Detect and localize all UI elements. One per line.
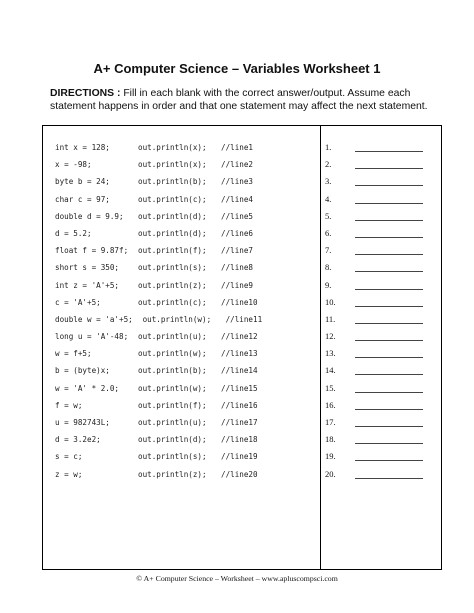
page-footer: © A+ Computer Science – Worksheet – www.apluscompsci.com bbox=[136, 574, 338, 583]
answer-blank[interactable] bbox=[355, 203, 423, 204]
answer-blank[interactable] bbox=[355, 168, 423, 169]
print-statement: out.println(f); bbox=[138, 400, 207, 410]
worksheet-row bbox=[42, 294, 442, 311]
print-statement: out.println(b); bbox=[138, 366, 207, 376]
worksheet-row bbox=[42, 414, 442, 431]
worksheet-row bbox=[42, 448, 442, 465]
answer-number: 6. bbox=[325, 227, 332, 238]
code-statement: char c = 97; bbox=[55, 194, 110, 204]
answer-blank[interactable] bbox=[355, 271, 423, 272]
answer-blank[interactable] bbox=[355, 374, 423, 375]
code-statement: float f = 9.87f; bbox=[55, 246, 129, 256]
print-statement: out.println(s); bbox=[138, 452, 207, 462]
line-comment: //line17 bbox=[221, 418, 258, 427]
line-comment: //line12 bbox=[221, 332, 258, 342]
line-comment: //line4 bbox=[221, 194, 254, 204]
code-statement: d = 5.2; bbox=[55, 228, 92, 238]
print-statement: out.println(x); bbox=[138, 143, 207, 152]
answer-blank[interactable] bbox=[355, 443, 423, 444]
worksheet-row bbox=[42, 173, 442, 190]
line-comment: //line16 bbox=[221, 400, 258, 410]
line-comment: //line20 bbox=[221, 469, 258, 479]
answer-number: 15. bbox=[325, 382, 336, 393]
answer-number: 11. bbox=[325, 313, 336, 324]
print-statement: out.println(d); bbox=[138, 228, 207, 238]
worksheet-row bbox=[42, 328, 442, 345]
worksheet-row bbox=[42, 156, 442, 173]
line-comment: //line9 bbox=[221, 280, 254, 290]
code-statement: f = w; bbox=[55, 400, 83, 410]
print-statement: out.println(f); bbox=[138, 246, 207, 256]
directions-text: Fill in each blank with the correct answer/output. Assume each statement happens in order and that one statement may affect the next statement. bbox=[50, 88, 428, 112]
worksheet-row bbox=[42, 225, 442, 242]
worksheet-row bbox=[42, 311, 442, 328]
answer-number: 10. bbox=[325, 296, 336, 307]
code-statement: c = 'A'+5; bbox=[55, 297, 101, 307]
line-comment: //line11 bbox=[221, 314, 263, 324]
line-comment: //line7 bbox=[221, 246, 254, 256]
answer-blank[interactable] bbox=[355, 254, 423, 255]
worksheet-rows bbox=[42, 139, 442, 483]
worksheet-title: A+ Computer Science – Variables Worksheet 1 bbox=[93, 61, 381, 76]
answer-number: 1. bbox=[325, 142, 332, 152]
line-comment: //line19 bbox=[221, 452, 258, 462]
answer-blank[interactable] bbox=[355, 340, 423, 341]
code-statement: z = w; bbox=[55, 469, 83, 479]
worksheet-row bbox=[42, 191, 442, 208]
print-statement: out.println(d); bbox=[138, 211, 207, 221]
print-statement: out.println(z); bbox=[138, 469, 207, 479]
answer-blank[interactable] bbox=[355, 478, 423, 479]
line-comment: //line10 bbox=[221, 297, 258, 307]
worksheet-row bbox=[42, 242, 442, 259]
answer-number: 16. bbox=[325, 399, 336, 410]
answer-number: 3. bbox=[325, 176, 332, 187]
answer-blank[interactable] bbox=[355, 220, 423, 221]
answer-blank[interactable] bbox=[355, 237, 423, 238]
answer-blank[interactable] bbox=[355, 426, 423, 427]
line-comment: //line15 bbox=[221, 383, 258, 393]
print-statement: out.println(u); bbox=[138, 332, 207, 342]
answer-number: 18. bbox=[325, 434, 336, 445]
worksheet-row bbox=[42, 362, 442, 379]
line-comment: //line6 bbox=[221, 228, 254, 238]
answer-number: 12. bbox=[325, 331, 336, 342]
worksheet-row bbox=[42, 380, 442, 397]
line-comment: //line5 bbox=[221, 211, 254, 221]
print-statement: out.println(w); bbox=[138, 383, 207, 393]
line-comment: //line8 bbox=[221, 263, 254, 273]
code-statement: w = 'A' * 2.0; bbox=[55, 383, 120, 393]
answer-number: 2. bbox=[325, 159, 332, 170]
answer-blank[interactable] bbox=[355, 392, 423, 393]
answer-blank[interactable] bbox=[355, 323, 423, 324]
worksheet-row bbox=[42, 345, 442, 362]
print-statement: out.println(w); bbox=[138, 314, 212, 324]
line-comment: //line13 bbox=[221, 349, 258, 359]
print-statement: out.println(w); bbox=[138, 349, 207, 359]
code-statement: double w = 'a'+5; bbox=[55, 314, 133, 324]
code-statement: double d = 9.9; bbox=[55, 211, 124, 221]
worksheet-row bbox=[42, 208, 442, 225]
print-statement: out.println(c); bbox=[138, 194, 207, 204]
code-statement: int z = 'A'+5; bbox=[55, 280, 120, 290]
code-statement: byte b = 24; bbox=[55, 177, 110, 187]
line-comment: //line2 bbox=[221, 160, 254, 170]
answer-blank[interactable] bbox=[355, 306, 423, 307]
code-statement: x = -98; bbox=[55, 160, 92, 170]
worksheet-row bbox=[42, 277, 442, 294]
print-statement: out.println(b); bbox=[138, 177, 207, 187]
print-statement: out.println(x); bbox=[138, 160, 207, 170]
answer-number: 5. bbox=[325, 210, 332, 221]
print-statement: out.println(c); bbox=[138, 297, 207, 307]
code-statement: w = f+5; bbox=[55, 349, 92, 359]
answer-number: 7. bbox=[325, 245, 332, 256]
answer-number: 14. bbox=[325, 365, 336, 376]
code-statement: u = 982743L; bbox=[55, 418, 110, 427]
code-statement: long u = 'A'-48; bbox=[55, 332, 129, 342]
line-comment: //line14 bbox=[221, 366, 258, 376]
print-statement: out.println(z); bbox=[138, 280, 207, 290]
answer-blank[interactable] bbox=[355, 409, 423, 410]
code-statement: d = 3.2e2; bbox=[55, 435, 101, 445]
code-statement: int x = 128; bbox=[55, 143, 110, 152]
line-comment: //line1 bbox=[221, 143, 254, 152]
answer-number: 17. bbox=[325, 417, 336, 427]
directions-paragraph bbox=[50, 87, 430, 113]
directions-label: DIRECTIONS : bbox=[50, 88, 121, 99]
answer-blank[interactable] bbox=[355, 460, 423, 461]
worksheet-row bbox=[42, 397, 442, 414]
code-statement: b = (byte)x; bbox=[55, 366, 110, 376]
answer-blank[interactable] bbox=[355, 185, 423, 186]
worksheet-row bbox=[42, 139, 442, 156]
print-statement: out.println(s); bbox=[138, 263, 207, 273]
answer-number: 13. bbox=[325, 348, 336, 359]
answer-number: 8. bbox=[325, 262, 332, 273]
answer-blank[interactable] bbox=[355, 151, 423, 152]
answer-blank[interactable] bbox=[355, 357, 423, 358]
answer-number: 4. bbox=[325, 193, 332, 204]
worksheet-row bbox=[42, 466, 442, 483]
worksheet-row bbox=[42, 259, 442, 276]
print-statement: out.println(u); bbox=[138, 418, 207, 427]
line-comment: //line3 bbox=[221, 177, 254, 187]
answer-blank[interactable] bbox=[355, 289, 423, 290]
print-statement: out.println(d); bbox=[138, 435, 207, 445]
answer-number: 19. bbox=[325, 451, 336, 462]
code-statement: s = c; bbox=[55, 452, 83, 462]
answer-number: 20. bbox=[325, 468, 336, 479]
answer-number: 9. bbox=[325, 279, 332, 290]
code-statement: short s = 350; bbox=[55, 263, 120, 273]
line-comment: //line18 bbox=[221, 435, 258, 445]
worksheet-row bbox=[42, 431, 442, 448]
